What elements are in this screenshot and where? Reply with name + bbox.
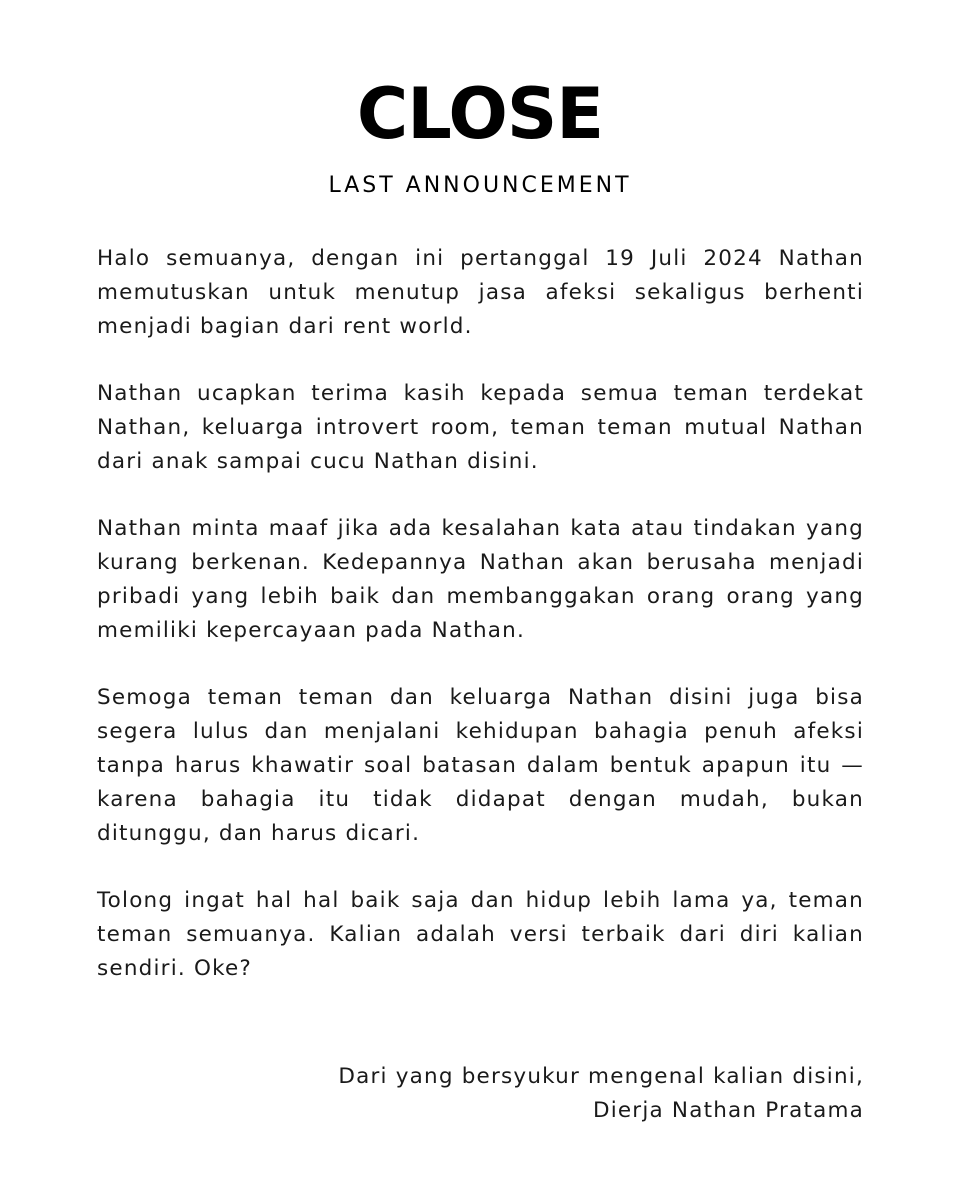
paragraph-wishes: Semoga teman teman dan keluarga Nathan disini juga bisa segera lulus dan menjalani kehidupan bahagia penuh afeksi tanpa harus khawatir soal batasan dalam bentuk apapun itu — karena bahagia itu tidak didapat dengan mudah, bukan ditunggu, dan harus dicari. — [97, 685, 864, 846]
page-title: CLOSE — [356, 73, 604, 155]
signature-block — [338, 1060, 864, 1128]
paragraph-thanks: Nathan ucapkan terima kasih kepada semua teman terdekat Nathan, keluarga introvert room, teman teman mutual Nathan dari anak sampai cucu Nathan disini. — [97, 381, 864, 474]
paragraph-apology: Nathan minta maaf jika ada kesalahan kata atau tindakan yang kurang berkenan. Kedepannya Nathan akan berusaha menjadi pribadi yang lebih baik dan membanggakan orang orang yang memiliki kepercayaan pada Nathan. — [97, 516, 864, 643]
paragraph-intro: Halo semuanya, dengan ini pertanggal 19 Juli 2024 Nathan memutuskan untuk menutup jasa afeksi sekaligus berhenti menjadi bagian dari rent world. — [97, 246, 864, 339]
signature-closing: Dari yang bersyukur mengenal kalian disini, — [338, 1064, 864, 1089]
paragraph-closing: Tolong ingat hal hal baik saja dan hidup lebih lama ya, teman teman semuanya. Kalian adalah versi terbaik dari diri kalian sendiri. Oke? — [97, 888, 864, 981]
page-subtitle: LAST ANNOUNCEMENT — [328, 173, 632, 198]
signature-name: Dierja Nathan Pratama — [592, 1098, 864, 1123]
announcement-body — [97, 242, 864, 1019]
